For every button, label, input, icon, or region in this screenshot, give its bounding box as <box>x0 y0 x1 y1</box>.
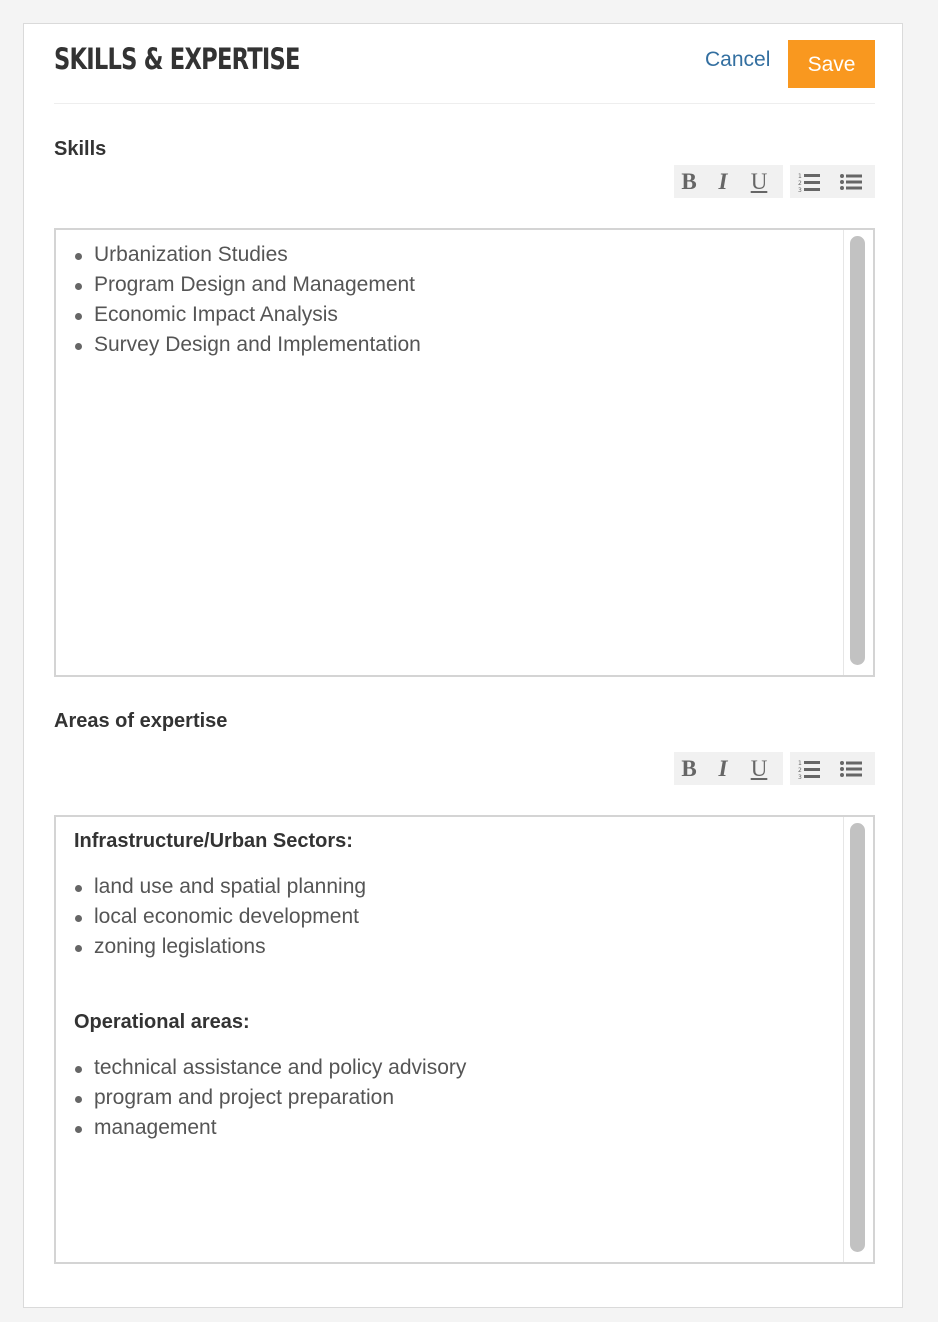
cancel-button[interactable]: Cancel <box>705 48 771 71</box>
bullet-list-icon <box>840 173 862 191</box>
bullet-list-button[interactable] <box>834 752 868 785</box>
svg-text:3: 3 <box>798 774 802 779</box>
expertise-list <box>74 872 833 962</box>
list-item: technical assistance and policy advisory <box>74 1053 833 1083</box>
dialog-title: SKILLS & EXPERTISE <box>54 42 300 76</box>
skills-scroll-thumb[interactable] <box>850 236 865 665</box>
skills-editor-content <box>74 240 833 360</box>
underline-button[interactable]: U <box>750 169 768 194</box>
svg-text:1: 1 <box>798 760 802 767</box>
svg-text:1: 1 <box>798 173 802 180</box>
expertise-editor-content <box>74 826 833 1143</box>
ordered-list-icon <box>798 759 820 779</box>
skills-toolbar <box>674 165 875 198</box>
expertise-editor[interactable] <box>54 815 875 1264</box>
skills-list <box>74 240 833 360</box>
expertise-list <box>74 1053 833 1143</box>
list-button-group <box>790 752 875 785</box>
skills-scrollbar[interactable] <box>843 230 873 675</box>
bold-button[interactable]: B <box>681 169 697 194</box>
list-item: Survey Design and Implementation <box>74 330 833 360</box>
expertise-subheading: Infrastructure/Urban Sectors: <box>74 830 353 852</box>
ordered-list-button[interactable] <box>792 165 826 198</box>
ordered-list-button[interactable] <box>792 752 826 785</box>
bullet-list-button[interactable] <box>834 165 868 198</box>
italic-button[interactable]: I <box>718 756 728 781</box>
expertise-scrollbar[interactable] <box>843 817 873 1262</box>
expertise-label: Areas of expertise <box>54 710 228 732</box>
list-item: Program Design and Management <box>74 270 833 300</box>
list-item: zoning legislations <box>74 932 833 962</box>
skills-label: Skills <box>54 138 107 160</box>
skills-expertise-dialog <box>23 23 903 1308</box>
svg-text:2: 2 <box>798 180 802 187</box>
underline-button[interactable]: U <box>750 756 768 781</box>
format-button-group <box>674 165 783 198</box>
italic-button[interactable]: I <box>718 169 728 194</box>
list-item: management <box>74 1113 833 1143</box>
header-divider <box>54 103 875 104</box>
list-item: Urbanization Studies <box>74 240 833 270</box>
format-button-group <box>674 752 783 785</box>
list-item: local economic development <box>74 902 833 932</box>
list-item: land use and spatial planning <box>74 872 833 902</box>
list-button-group <box>790 165 875 198</box>
expertise-toolbar <box>674 752 875 785</box>
ordered-list-icon <box>798 172 820 192</box>
save-button[interactable]: Save <box>788 40 875 88</box>
bullet-list-icon <box>840 760 862 778</box>
expertise-scroll-thumb[interactable] <box>850 823 865 1252</box>
svg-text:2: 2 <box>798 767 802 774</box>
list-item: program and project preparation <box>74 1083 833 1113</box>
svg-text:3: 3 <box>798 187 802 192</box>
expertise-subheading: Operational areas: <box>74 1011 250 1033</box>
bold-button[interactable]: B <box>681 756 697 781</box>
skills-editor[interactable] <box>54 228 875 677</box>
list-item: Economic Impact Analysis <box>74 300 833 330</box>
